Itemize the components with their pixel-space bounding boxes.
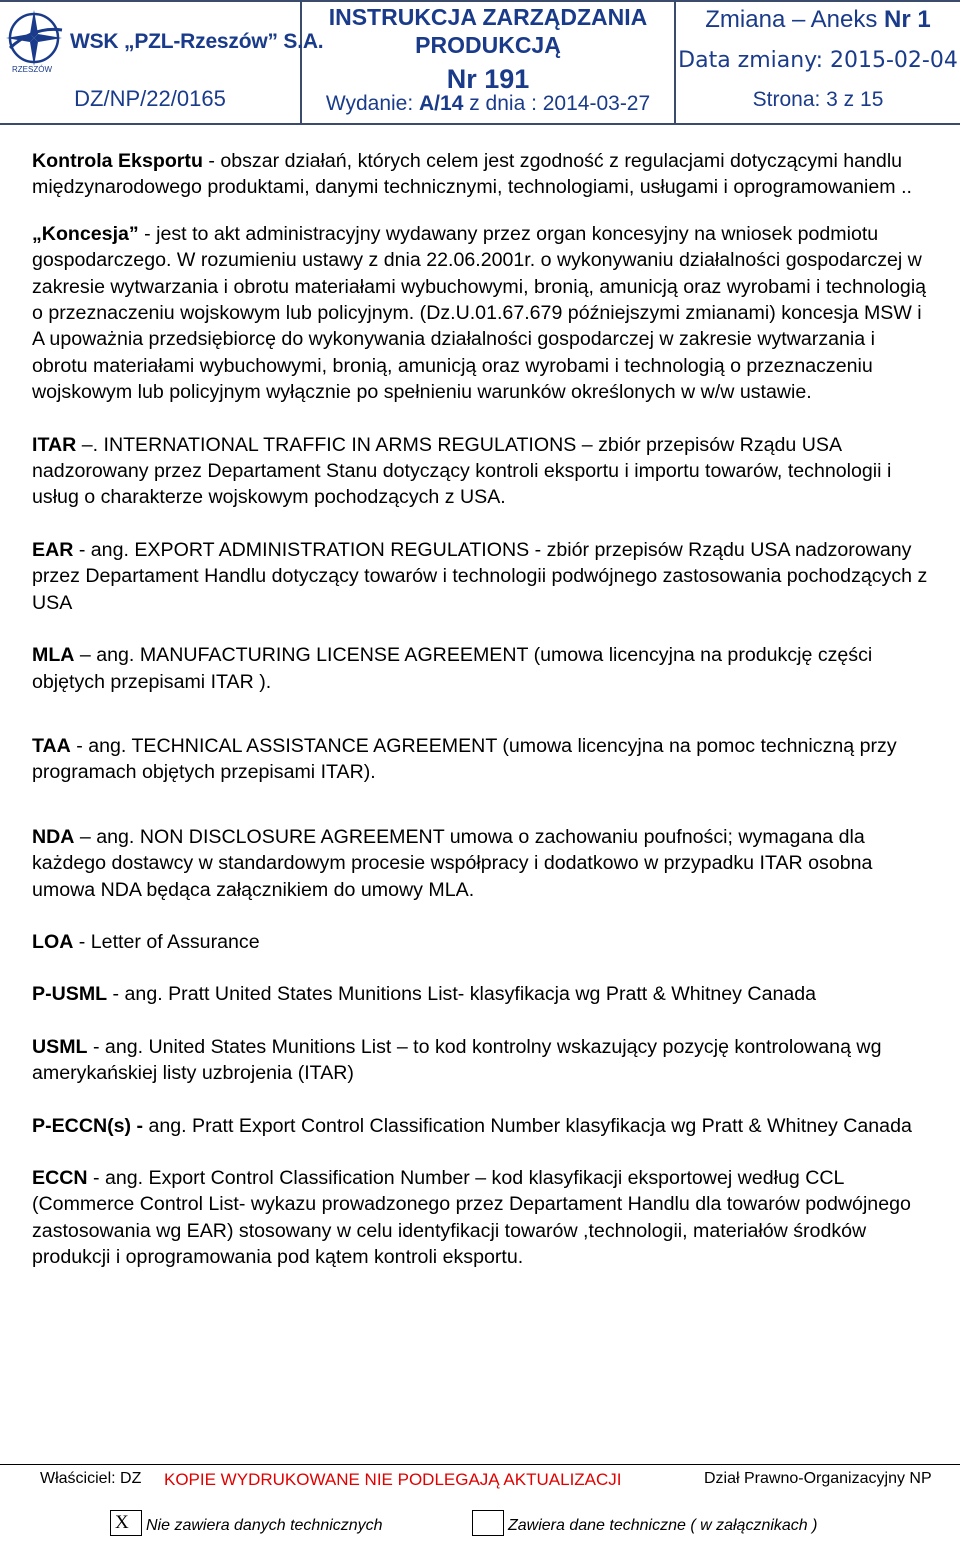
company-name: WSK „PZL-Rzeszów” S.A. xyxy=(70,30,324,53)
definition-term: TAA xyxy=(32,734,71,757)
definition-term: Kontrola Eksportu xyxy=(32,150,203,172)
contains-technical-data-label: Zawiera dane techniczne ( w załącznikach ) xyxy=(508,1517,818,1534)
company-logo xyxy=(4,8,324,74)
definition-item xyxy=(32,1113,932,1139)
instruction-title xyxy=(302,3,674,96)
definition-text: - ang. Export Control Classification Number – kod klasyfikacji eksportowej według CCL (Commerce Control List- wykazu prowadzonego przez Departament Handlu dla towarów podwójnego zastosowania wg EAR) stosowany w celu identyfikacji towarów ,technologii, materiałów środków produkcji i oprogramowania pod kątem kontroli eksportu. xyxy=(32,1166,911,1269)
definition-item xyxy=(32,981,932,1007)
definition-item xyxy=(32,537,932,616)
definition-term: P-USML xyxy=(32,983,108,1006)
page-number: Strona: 3 z 15 xyxy=(752,88,884,111)
instruction-number: Nr 191 xyxy=(446,64,530,94)
header-bottom-border xyxy=(0,123,960,125)
definition-term: LOA xyxy=(32,930,74,953)
edition-date: z dnia : 2014-03-27 xyxy=(463,92,651,115)
change-info xyxy=(676,6,960,34)
compass-emblem-icon xyxy=(4,8,68,74)
definition-text: - ang. EXPORT ADMINISTRATION REGULATIONS - zbiór przepisów Rządu USA nadzorowany przez Departament Handlu dotyczący towarów i technologii podwójnego zastosowania pochodzących z USA xyxy=(32,538,928,614)
title-line: PRODUKCJĄ xyxy=(415,32,561,58)
no-technical-data-checkbox[interactable]: X xyxy=(110,1510,142,1536)
definition-text: - Letter of Assurance xyxy=(73,930,260,953)
definition-item xyxy=(32,929,932,955)
header-top-border xyxy=(0,0,960,2)
document-header xyxy=(0,0,960,125)
change-date: Data zmiany: 2015-02-04 xyxy=(678,48,958,73)
definition-item xyxy=(32,1034,932,1087)
definition-item xyxy=(32,432,932,511)
document-footer xyxy=(0,1470,960,1492)
no-technical-data-label: Nie zawiera danych technicznych xyxy=(146,1517,383,1534)
definition-item xyxy=(32,148,932,201)
contains-technical-data-checkbox[interactable] xyxy=(472,1510,504,1536)
definition-term: P-ECCN(s) - xyxy=(32,1114,144,1137)
definition-term: ECCN xyxy=(32,1166,88,1189)
definition-text: –. INTERNATIONAL TRAFFIC IN ARMS REGULATIONS – zbiór przepisów Rządu USA nadzorowany przez Departament Stanu dotyczący kontroli eksportu i importu towarów, technologii i usług o charakterze wojskowym pochodzących z USA. xyxy=(32,433,892,509)
definition-text: - obszar działań, których celem jest zgodność z regulacjami dotyczącymi handlu międzynarodowego produktami, danymi technicznymi, technologiami, usługami i oprogramowaniem .. xyxy=(32,150,912,199)
document-number: DZ/NP/22/0165 xyxy=(74,86,226,111)
edition-value: A/14 xyxy=(419,92,464,115)
change-number: Nr 1 xyxy=(884,6,931,33)
definition-text: – ang. NON DISCLOSURE AGREEMENT umowa o zachowaniu poufności; wymagana dla każdego dostawcy w standardowym procesie współpracy i dodatkowo w przypadku ITAR osobna umowa NDA będąca załącznikiem do umowy MLA. xyxy=(32,825,873,901)
definition-term: NDA xyxy=(32,825,75,848)
svg-text:RZESZÓW: RZESZÓW xyxy=(12,65,52,74)
footer-owner: Właściciel: DZ xyxy=(40,1470,142,1487)
definition-text: - ang. United States Munitions List – to kod kontrolny wskazujący pozycję kontrolowaną wg amerykańskiej listy uzbrojenia (ITAR) xyxy=(32,1035,882,1085)
definition-term: ITAR xyxy=(32,433,77,456)
title-line: INSTRUKCJA ZARZĄDZANIA xyxy=(328,4,648,30)
change-label: Zmiana – Aneks xyxy=(705,6,885,33)
definition-text: ang. Pratt Export Control Classification Number klasyfikacja wg Pratt & Whitney Canada xyxy=(143,1114,912,1137)
footer-divider xyxy=(0,1464,960,1465)
definition-item xyxy=(32,642,932,695)
definition-item xyxy=(32,221,932,406)
edition-label: Wydanie: xyxy=(325,92,420,115)
definition-term: EAR xyxy=(32,538,74,561)
definition-term: MLA xyxy=(32,644,75,667)
definition-text: - ang. TECHNICAL ASSISTANCE AGREEMENT (umowa licencyjna na pomoc techniczną przy programach objętych przepisami ITAR). xyxy=(32,734,897,784)
definitions-list xyxy=(32,148,932,1271)
definition-text: - ang. Pratt United States Munitions List- klasyfikacja wg Pratt & Whitney Canada xyxy=(107,983,817,1006)
definition-item xyxy=(32,733,932,786)
technical-data-declaration xyxy=(0,1510,960,1540)
edition-info xyxy=(302,92,674,116)
definition-text: - jest to akt administracyjny wydawany przez organ koncesyjny na wniosek podmiotu gospodarczego. W rozumieniu ustawy z dnia 22.06.2001r. o wykonywaniu działalności gospodarczej w zakresie wytwarzania i obrotu materiałami wybuchowymi, bronią, amunicją oraz wyrobami i technologią o przeznaczeniu wojskowym lub policyjnym. (Dz.U.01.67.679 późniejszymi zmianami) koncesja MSW i A upoważnia przedsiębiorcę do wykonywania działalności gospodarczej w zakresie wytwarzania i obrotu materiałami wybuchowymi, bronią, amunicją oraz wyrobami i technologią o przeznaczeniu wojskowym lub policyjnym wyłącznie po spełnieniu warunków określonych w w/w ustawie. xyxy=(32,222,927,404)
footer-warning: KOPIE WYDRUKOWANE NIE PODLEGAJĄ AKTUALIZACJI xyxy=(164,1470,622,1489)
footer-department: Dział Prawno-Organizacyjny NP xyxy=(704,1470,932,1487)
definition-term: „Koncesja” xyxy=(32,222,139,245)
definition-term: USML xyxy=(32,1035,88,1058)
definition-text: – ang. MANUFACTURING LICENSE AGREEMENT (umowa licencyjna na produkcję części objętych przepisami ITAR ). xyxy=(32,644,873,693)
definition-item xyxy=(32,824,932,903)
definition-item xyxy=(32,1165,932,1271)
